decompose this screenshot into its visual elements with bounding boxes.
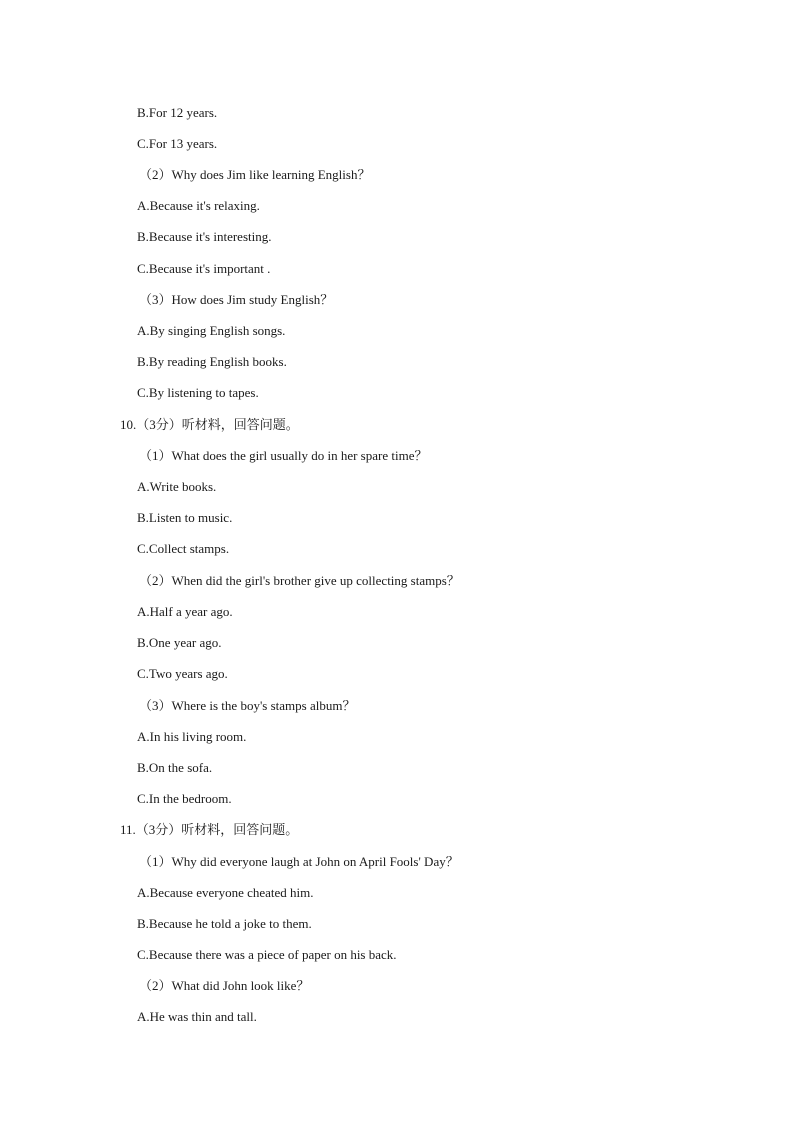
subquestion-q10-3: （3）Where is the boy's stamps album？ xyxy=(139,698,356,713)
option-c-q9-1: C.For 13 years. xyxy=(137,136,218,151)
option-c-q10-3: C.In the bedroom. xyxy=(137,791,232,806)
option-c-q10-2: C.Two years ago. xyxy=(137,666,228,681)
option-b-q10-2: B.One year ago. xyxy=(137,635,222,650)
option-a-q10-2: A.Half a year ago. xyxy=(137,604,233,619)
option-b-q10-1: B.Listen to music. xyxy=(137,510,233,525)
option-c-q9-3: C.By listening to tapes. xyxy=(137,385,259,400)
option-b-q9-2: B.Because it's interesting. xyxy=(137,229,272,244)
option-a-q11-2: A.He was thin and tall. xyxy=(137,1009,257,1024)
option-a-q11-1: A.Because everyone cheated him. xyxy=(137,885,314,900)
option-a-q9-2: A.Because it's relaxing. xyxy=(137,198,260,213)
subquestion-q10-2: （2）When did the girl's brother give up collecting stamps？ xyxy=(139,573,460,588)
option-a-q9-3: A.By singing English songs. xyxy=(137,323,286,338)
option-b-q10-3: B.On the sofa. xyxy=(137,760,213,775)
option-b-q9-1: B.For 12 years. xyxy=(137,105,218,120)
subquestion-q11-2: （2）What did John look like？ xyxy=(139,978,310,993)
subquestion-q10-1: （1）What does the girl usually do in her spare time？ xyxy=(139,448,428,463)
option-c-q10-1: C.Collect stamps. xyxy=(137,541,230,556)
subquestion-q9-2: （2）Why does Jim like learning English？ xyxy=(139,167,371,182)
option-b-q9-3: B.By reading English books. xyxy=(137,354,287,369)
option-c-q11-1: C.Because there was a piece of paper on his back. xyxy=(137,947,397,962)
option-c-q9-2: C.Because it's important . xyxy=(137,261,271,276)
question-11-header: 11.（3分）听材料，回答问题。 xyxy=(120,822,299,837)
option-a-q10-1: A.Write books. xyxy=(137,479,217,494)
option-a-q10-3: A.In his living room. xyxy=(137,729,247,744)
subquestion-q9-3: （3）How does Jim study English？ xyxy=(139,292,334,307)
question-10-header: 10.（3分）听材料，回答问题。 xyxy=(120,417,299,432)
subquestion-q11-1: （1）Why did everyone laugh at John on April Fools' Day？ xyxy=(139,854,459,869)
option-b-q11-1: B.Because he told a joke to them. xyxy=(137,916,312,931)
